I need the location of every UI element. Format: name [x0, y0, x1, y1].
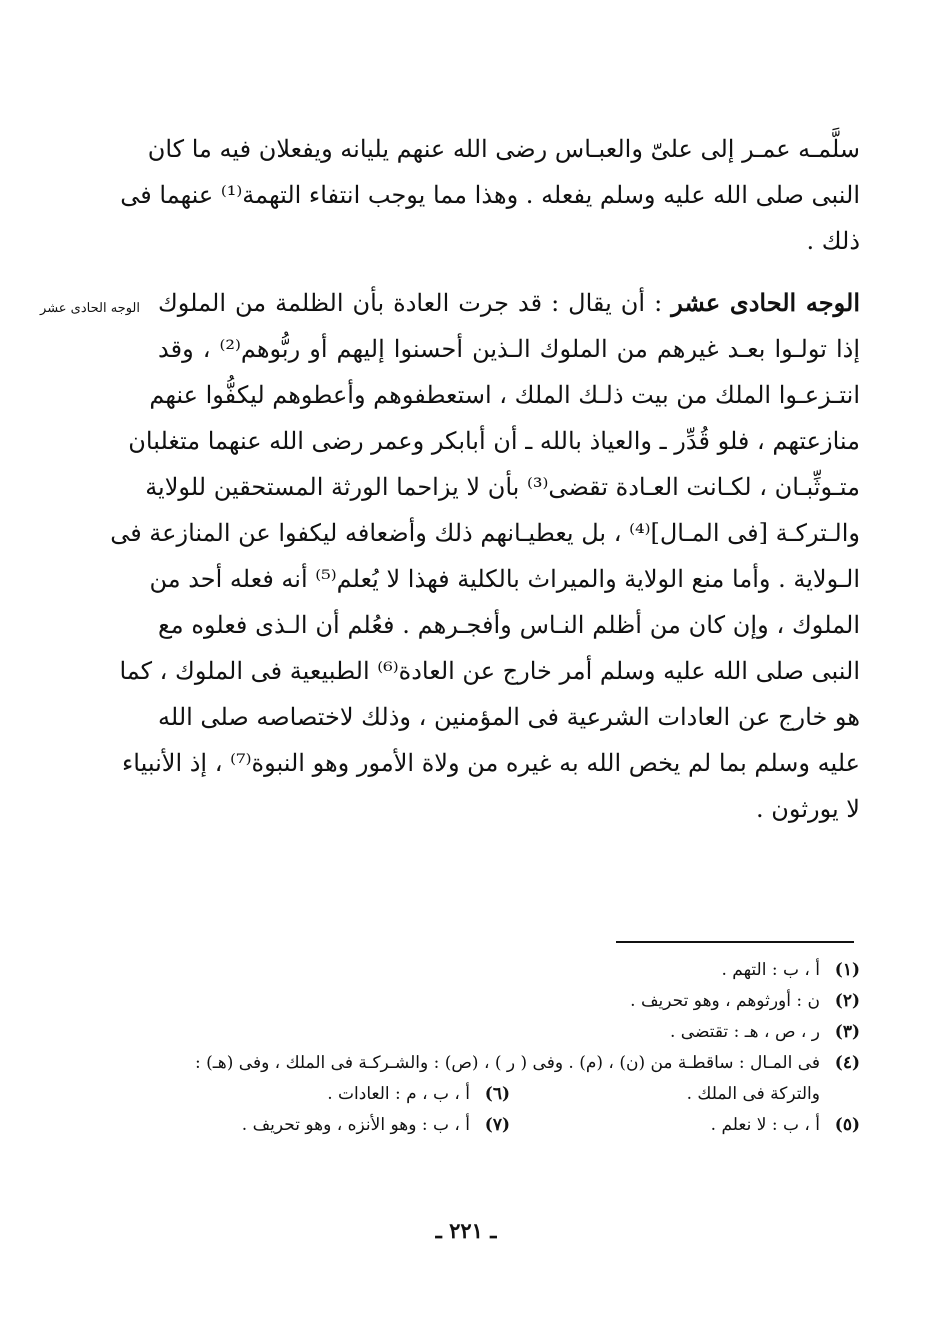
footnote-1 — [158, 955, 860, 986]
page-number: ـ ٢٢١ ـ — [435, 1218, 497, 1243]
text-line: لا يورثون . — [756, 795, 860, 823]
footnote-row — [158, 1079, 860, 1110]
footnote-3 — [158, 1017, 860, 1048]
footnote-number: (٥) — [834, 1115, 860, 1135]
footnote-number: (٤) — [834, 1053, 860, 1073]
footnote-spacer — [820, 1079, 860, 1110]
text-line: الـولاية . وأما منع الولاية والميراث بالكلية فهذا لا يُعلم⁽⁵⁾ أنه فعله أحد من — [149, 565, 860, 593]
footnote-text: ر ، ص ، هـ : تقتضى . — [669, 1022, 820, 1042]
footnote-4 — [158, 1048, 860, 1079]
text-line: ذلك . — [806, 227, 860, 255]
text-line — [158, 280, 860, 326]
footnote-5 — [510, 1110, 860, 1141]
footnote-number: (٣) — [834, 1022, 860, 1042]
footnote-text: ن : أورثوهم ، وهو تحريف . — [630, 991, 820, 1011]
text-line: والـتركـة [فى المـال]⁽⁴⁾ ، بل يعطيـانهم ذلك وأضعافه ليكفوا عن المنازعة فى — [110, 519, 860, 547]
paragraph-2 — [110, 280, 861, 832]
footnote-divider — [616, 941, 854, 943]
footnote-text: أ ، ب : لا نعلم . — [710, 1115, 820, 1135]
text-line: منازعتهم ، فلو قُدِّر ـ والعياذ بالله ـ أن أبابكر وعمر رضى الله عنهما متغلبان — [128, 427, 860, 455]
footnote-7 — [160, 1110, 510, 1141]
footnote-text: أ ، ب ، م : العادات . — [327, 1084, 470, 1104]
text-line: إذا تولـوا بعـد غيرهم من الملوك الـذين أحسنوا إليهم أو ربُّوهم⁽²⁾ ، وقد — [158, 335, 860, 363]
text-line: انتـزعـوا الملك من بيت ذلـك الملك ، استعطفوهم وأعطوهم ليكفُّوا عنهم — [149, 381, 860, 409]
footnote-4-continuation — [510, 1079, 860, 1110]
footnote-text: والتركة فى الملك . — [686, 1084, 820, 1104]
text-segment: : أن يقال : قد جرت العادة بأن الظلمة من الملوك — [158, 289, 663, 317]
text-line: النبى صلى الله عليه وسلم أمر خارج عن العادة⁽⁶⁾ الطبيعية فى الملوك ، كما — [119, 657, 860, 685]
footnote-text: أ ، ب : التهم . — [721, 960, 820, 980]
footnote-row — [158, 1110, 860, 1141]
text-line: عليه وسلم بما لم يخص الله به غيره من ولاة الأمور وهو النبوة⁽⁷⁾ ، إذ الأنبياء — [122, 749, 860, 777]
footnote-text: فى المـال : ساقطـة من (ن) ، (م) . وفى ( ر ) ، (ص) : والشـركـة فى الملك ، وفى (هـ) : — [195, 1053, 820, 1073]
paragraph-1 — [120, 126, 860, 264]
footnote-6 — [160, 1079, 510, 1110]
footnote-2 — [158, 986, 860, 1017]
text-line: النبى صلى الله عليه وسلم يفعله . وهذا مما يوجب انتفاء التهمة⁽¹⁾ عنهما فى — [120, 181, 860, 209]
section-heading: الوجه الحادى عشر — [671, 288, 861, 317]
margin-note: الوجه الحادى عشر — [40, 301, 140, 316]
footnotes — [158, 955, 860, 1141]
footnote-text: أ ، ب : وهو الأنزه ، وهو تحريف . — [241, 1115, 470, 1135]
text-line: الملوك ، وإن كان من أظلم النـاس وأفجـرهم . فعُلم أن الـذى فعلوه مع — [158, 611, 860, 639]
text-line: هو خارج عن العادات الشرعية فى المؤمنين ، وذلك لاختصاصه صلى الله — [158, 703, 860, 731]
text-line: متـوثِّبـان ، لكـانت العـادة تقضى⁽³⁾ بأن لا يزاحما الورثة المستحقين للولاية — [145, 473, 860, 501]
footnote-number: (٧) — [484, 1115, 510, 1135]
text-line: سلَّمـه عمـر إلى علىّ والعبـاس رضى الله عنهم يليانه ويفعلان فيه ما كان — [147, 135, 860, 163]
footnote-number: (٦) — [484, 1084, 510, 1104]
footnote-number: (١) — [834, 960, 860, 980]
footnote-number: (٢) — [834, 991, 860, 1011]
